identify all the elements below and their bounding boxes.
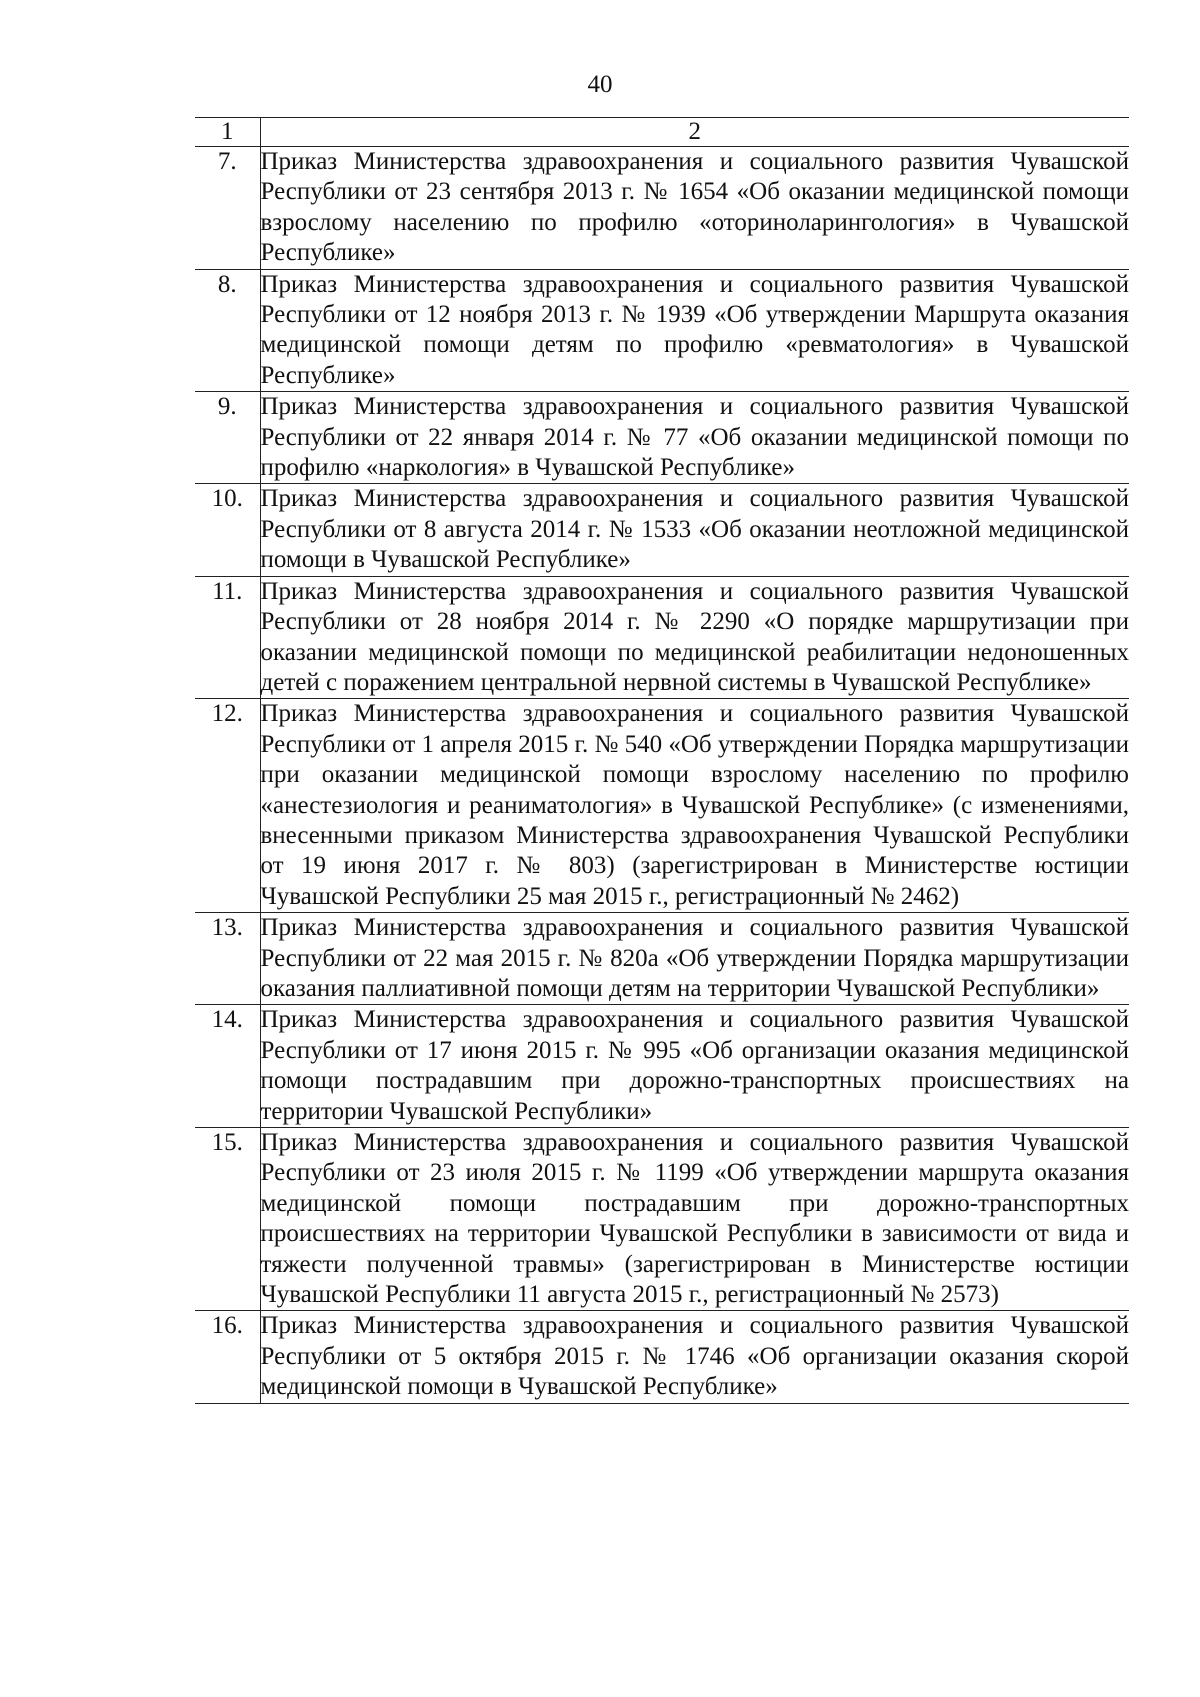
- row-number: 10.: [195, 484, 260, 576]
- document-title: Приказ Министерства здравоохранения и социального развития Чувашской Республики от 1 апреля 2015 г. № 540 «Об утверждении Порядка маршрутизации при оказании медицинской помощи взрослому населению по профилю «анестезиология и реаниматология» в Чувашской Республике» (с изменениями, внесенными приказом Министерства здравоохранения Чувашской Республики от 19 июня 2017 г. № 803) (зарегистрирован в Министерстве юстиции Чувашской Республики 25 мая 2015 г., регистрационный № 2462): [260, 699, 1129, 913]
- row-number: 9.: [195, 392, 260, 484]
- document-title: Приказ Министерства здравоохранения и социального развития Чувашской Республики от 22 января 2014 г. № 77 «Об оказании медицинской помощи по профилю «наркология» в Чувашской Республике»: [260, 392, 1129, 484]
- row-number: 13.: [195, 913, 260, 1005]
- table-row: [195, 484, 1129, 576]
- column-header-number: 1: [195, 118, 260, 147]
- table-row: [195, 576, 1129, 699]
- row-number: 16.: [195, 1311, 260, 1403]
- table-row: [195, 1005, 1129, 1128]
- document-title: Приказ Министерства здравоохранения и социального развития Чувашской Республики от 17 июня 2015 г. № 995 «Об организации оказания медицинской помощи пострадавшим при дорожно-транспортных происшествиях на территории Чувашской Республики»: [260, 1005, 1129, 1128]
- table-header-row: [195, 118, 1129, 147]
- document-title: Приказ Министерства здравоохранения и социального развития Чувашской Республики от 23 сентября 2013 г. № 1654 «Об оказании медицинской помощи взрослому населению по профилю «оториноларингология» в Чувашской Республике»: [260, 147, 1129, 270]
- table-row: [195, 147, 1129, 270]
- document-title: Приказ Министерства здравоохранения и социального развития Чувашской Республики от 23 июля 2015 г. № 1199 «Об утверждении маршрута оказания медицинской помощи пострадавшим при дорожно-транспортных происшествиях на территории Чувашской Республики в зависимости от вида и тяжести полученной травмы» (зарегистрирован в Министерстве юстиции Чувашской Республики 11 августа 2015 г., регистрационный № 2573): [260, 1128, 1129, 1311]
- document-title: Приказ Министерства здравоохранения и социального развития Чувашской Республики от 12 ноября 2013 г. № 1939 «Об утверждении Маршрута оказания медицинской помощи детям по профилю «ревматология» в Чувашской Республике»: [260, 269, 1129, 392]
- table-row: [195, 1128, 1129, 1311]
- row-number: 12.: [195, 699, 260, 913]
- document-title: Приказ Министерства здравоохранения и социального развития Чувашской Республики от 28 ноября 2014 г. № 2290 «О порядке маршрутизации при оказании медицинской помощи по медицинской реабилитации недоношенных детей с поражением центральной нервной системы в Чувашской Республике»: [260, 576, 1129, 699]
- table-row: [195, 913, 1129, 1005]
- column-header-title: 2: [260, 118, 1129, 147]
- document-title: Приказ Министерства здравоохранения и социального развития Чувашской Республики от 22 мая 2015 г. № 820а «Об утверждении Порядка маршрутизации оказания паллиативной помощи детям на территории Чувашской Республики»: [260, 913, 1129, 1005]
- row-number: 7.: [195, 147, 260, 270]
- table-row: [195, 699, 1129, 913]
- row-number: 11.: [195, 576, 260, 699]
- table-row: [195, 392, 1129, 484]
- document-title: Приказ Министерства здравоохранения и социального развития Чувашской Республики от 5 октября 2015 г. № 1746 «Об организации оказания скорой медицинской помощи в Чувашской Республике»: [260, 1311, 1129, 1403]
- row-number: 8.: [195, 269, 260, 392]
- page-number: 40: [587, 71, 613, 98]
- documents-table: [195, 117, 1129, 1404]
- row-number: 15.: [195, 1128, 260, 1311]
- table-row: [195, 269, 1129, 392]
- row-number: 14.: [195, 1005, 260, 1128]
- document-title: Приказ Министерства здравоохранения и социального развития Чувашской Республики от 8 августа 2014 г. № 1533 «Об оказании неотложной медицинской помощи в Чувашской Республике»: [260, 484, 1129, 576]
- table-row: [195, 1311, 1129, 1403]
